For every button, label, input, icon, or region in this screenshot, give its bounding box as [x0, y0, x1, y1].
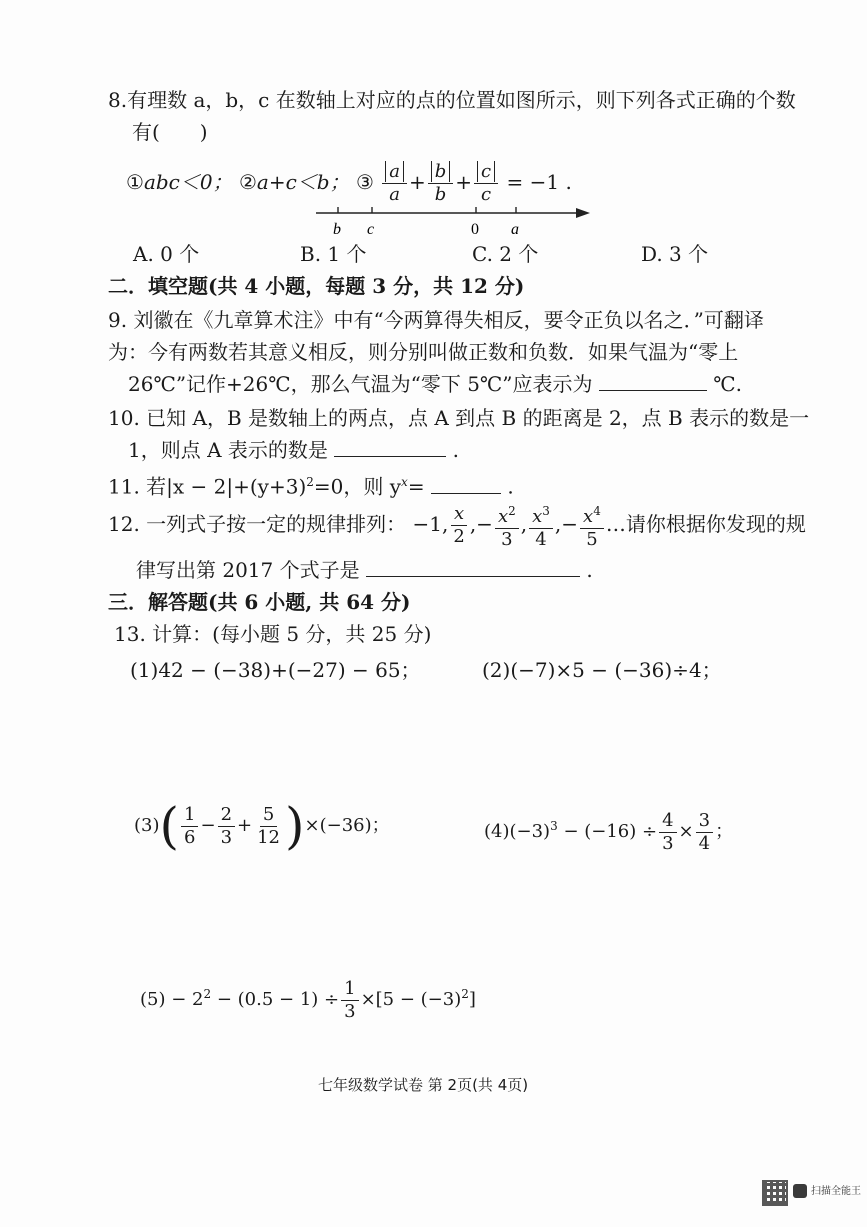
q13-p5-b: − (0.5 − 1) ÷: [211, 989, 340, 1010]
q8-line1: 8.有理数 a，b，c 在数轴上对应的点的位置如图所示，则下列各式正确的个数: [108, 88, 796, 112]
q13-part2: (2)(−7)×5 − (−36)÷4；: [482, 658, 722, 682]
frac-abs-a: $\frac{a}{a}$: [382, 161, 407, 206]
q11-answer-blank[interactable]: [431, 473, 501, 494]
q11-sup2: x: [401, 475, 408, 489]
q9-answer-blank[interactable]: [599, 370, 707, 391]
q13-p3-tail: ×(−36)；: [304, 815, 390, 836]
number-line: [310, 200, 600, 240]
circled-1: ①: [126, 170, 144, 194]
q9-unit: ℃.: [713, 372, 742, 396]
statement-3-end: = −1 .: [506, 170, 572, 194]
q13-part1: (1)42 − (−38)+(−27) − 65；: [130, 658, 421, 682]
q11-text-a: 11. 若|x − 2|+(y+3): [108, 474, 307, 499]
q12-text-b: …请你根据你发现的规: [605, 512, 806, 536]
q13-part3: (3)( $\frac{1}{6}$ − $\frac{2}{3}$ + $\frac{5}{12}$ )×(−36)；: [134, 797, 390, 855]
q13-p3-label: (3): [134, 815, 160, 836]
axis-label-zero: 0: [471, 221, 479, 238]
q13-p5-d: ]: [468, 989, 476, 1010]
page-footer: 七年级数学试卷 第 2页(共 4页): [318, 1076, 529, 1094]
q11-text-b: =0，则 y: [313, 474, 402, 499]
q8-line2: 有( ): [132, 120, 208, 144]
q13-title: 13. 计算：(每小题 5 分，共 25 分): [114, 622, 432, 646]
q10-line2-text: 1，则点 A 表示的数是: [128, 438, 328, 462]
q10-line2: [128, 436, 459, 464]
q12-text-a: 12. 一列式子按一定的规律排列：: [108, 512, 407, 536]
frac-abs-c: $\frac{c}{c}$: [474, 161, 498, 206]
circled-3: ③: [355, 170, 374, 194]
q8-statements: ①abc＜0； ②a+c＜b； ③ $\frac{a}{a}$ + $\frac{b}{b}$ + $\frac{c}{c}$ = −1 .: [126, 161, 572, 205]
q13-p4-end: ；: [715, 821, 734, 842]
q11-line: [108, 468, 514, 501]
q9-line1: 9. 刘徽在《九章算术注》中有“今两算得失相反，要令正负以名之．”可翻译: [108, 308, 764, 332]
q12-sequence: −1, $\frac{x}{2}$ ,− $\frac{x^2}{3}$ , $\frac{x^3}{4}$ ,− $\frac{x^4}{5}$: [413, 512, 606, 536]
statement-2: a+c＜b；: [256, 170, 350, 194]
frac-abs-b: $\frac{b}{b}$: [428, 161, 454, 206]
q8-option-d: D. 3 个: [641, 242, 709, 266]
q12-line2: [136, 556, 593, 584]
q10-end: .: [452, 438, 459, 462]
q13-p4-b: − (−16) ÷: [557, 821, 658, 842]
q8-option-a: A. 0 个: [133, 242, 200, 266]
q10-answer-blank[interactable]: [334, 436, 446, 457]
section3-title: 三．解答题(共 6 小题, 共 64 分): [108, 590, 411, 614]
q12-line1: [108, 500, 806, 551]
q9-line3: [128, 370, 742, 398]
q10-line1: 10. 已知 A，B 是数轴上的两点，点 A 到点 B 的距离是 2，点 B 表示的数是一: [108, 406, 810, 430]
q11-end: .: [507, 474, 514, 499]
q13-part4: $(4)(-3)^3 - (-16)$ ÷ $\frac{4}{3}$ × $\frac{3}{4}$ ；: [484, 809, 734, 854]
qr-code-icon: [762, 1180, 788, 1206]
q9-line3-text: 26℃”记作+26℃，那么气温为“零下 5℃”应表示为: [128, 372, 593, 396]
axis-label-a: a: [511, 221, 519, 238]
statement-1: abc＜0；: [143, 170, 233, 194]
q13-p4-c: ×: [678, 821, 694, 842]
axis-label-c: c: [367, 221, 375, 238]
q12-answer-blank[interactable]: [366, 556, 580, 577]
q12-end: .: [586, 558, 593, 582]
q13-part5: $(5) - 2^2 - (0.5 - 1)$ ÷ $\frac{1}{3}$ $\times[5 - (-3)^2]$: [140, 977, 476, 1022]
q13-p5-a: (5) − 2: [140, 989, 204, 1010]
q11-text-c: =: [407, 474, 425, 499]
arrow-right-icon: [576, 208, 590, 218]
q9-line2: 为：今有两数若其意义相反，则分别叫做正数和负数．如果气温为“零上: [108, 340, 739, 364]
circled-2: ②: [238, 170, 257, 194]
q12-text-c: 律写出第 2017 个式子是: [136, 558, 360, 582]
scanner-stamp-text: 扫描全能王: [811, 1186, 861, 1197]
q13-p4-a: (4)(−3): [484, 821, 551, 842]
axis-label-b: b: [333, 221, 341, 238]
q8-option-c: C. 2 个: [472, 242, 539, 266]
scanner-logo-icon: [793, 1184, 807, 1198]
q8-option-b: B. 1 个: [300, 242, 367, 266]
q13-p5-c: ×[5 − (−3): [360, 989, 462, 1010]
section2-title: 二．填空题(共 4 小题，每题 3 分，共 12 分): [108, 274, 525, 298]
q11-sup: 2: [306, 475, 314, 489]
